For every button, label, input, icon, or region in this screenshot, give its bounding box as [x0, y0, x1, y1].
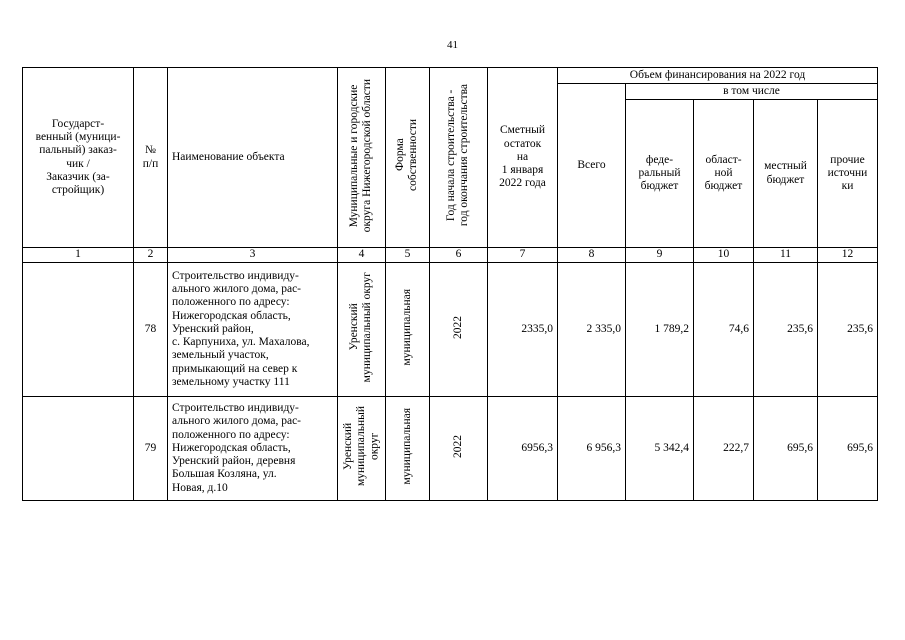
header-including: в том числе — [626, 84, 878, 100]
row-federal: 1 789,2 — [626, 263, 694, 397]
row-total: 2 335,0 — [558, 263, 626, 397]
row-estimated-balance: 6956,3 — [488, 397, 558, 501]
row-customer — [23, 397, 134, 501]
column-number: 9 — [626, 248, 694, 263]
row-district: Уренский муниципальный округ — [338, 263, 386, 397]
row-years: 2022 — [430, 263, 488, 397]
header-regional: област- ной бюджет — [694, 100, 754, 248]
row-other: 695,6 — [818, 397, 878, 501]
row-ownership: муниципальная — [386, 397, 430, 501]
page-number: 41 — [447, 39, 458, 51]
header-number: № п/п — [134, 68, 168, 248]
header-district: Муниципальные и городские округа Нижегородской области — [338, 68, 386, 248]
row-local: 695,6 — [754, 397, 818, 501]
header-ownership: Форма собственности — [386, 68, 430, 248]
header-funding-group: Объем финансирования на 2022 год — [558, 68, 878, 84]
table-row — [23, 397, 878, 501]
header-other: прочие источни ки — [818, 100, 878, 248]
row-federal: 5 342,4 — [626, 397, 694, 501]
column-number: 6 — [430, 248, 488, 263]
column-number: 7 — [488, 248, 558, 263]
row-estimated-balance: 2335,0 — [488, 263, 558, 397]
row-number: 79 — [134, 397, 168, 501]
column-number: 10 — [694, 248, 754, 263]
column-number: 12 — [818, 248, 878, 263]
row-other: 235,6 — [818, 263, 878, 397]
column-number: 1 — [23, 248, 134, 263]
row-ownership: муниципальная — [386, 263, 430, 397]
header-object-name: Наименование объекта — [168, 68, 338, 248]
column-number: 11 — [754, 248, 818, 263]
header-total: Всего — [558, 84, 626, 248]
column-number: 2 — [134, 248, 168, 263]
header-years: Год начала строительства - год окончания строительства — [430, 68, 488, 248]
header-customer: Государст- венный (муници- пальный) заказ- чик / Заказчик (за- стройщик) — [23, 68, 134, 248]
row-object-name: Строительство индивиду- ального жилого дома, рас- положенного по адресу: Нижегородская область, Уренский район, с. Карпуниха, ул. Махалова, земельный участок, примыкающий на север к земельному участку 111 — [168, 263, 338, 397]
row-district: Уренский муниципальный округ — [338, 397, 386, 501]
row-total: 6 956,3 — [558, 397, 626, 501]
row-years: 2022 — [430, 397, 488, 501]
column-number: 5 — [386, 248, 430, 263]
column-number: 8 — [558, 248, 626, 263]
financing-table — [22, 67, 878, 501]
row-regional: 222,7 — [694, 397, 754, 501]
header-local: местный бюджет — [754, 100, 818, 248]
table-row — [23, 263, 878, 397]
row-customer — [23, 263, 134, 397]
header-federal: феде- ральный бюджет — [626, 100, 694, 248]
row-regional: 74,6 — [694, 263, 754, 397]
column-number-row — [23, 248, 878, 263]
header-estimated-balance: Сметный остаток на 1 января 2022 года — [488, 68, 558, 248]
row-number: 78 — [134, 263, 168, 397]
row-object-name: Строительство индивиду- ального жилого дома, рас- положенного по адресу: Нижегородская область, Уренский район, деревня Большая Козляна, ул. Новая, д.10 — [168, 397, 338, 501]
row-local: 235,6 — [754, 263, 818, 397]
column-number: 3 — [168, 248, 338, 263]
column-number: 4 — [338, 248, 386, 263]
